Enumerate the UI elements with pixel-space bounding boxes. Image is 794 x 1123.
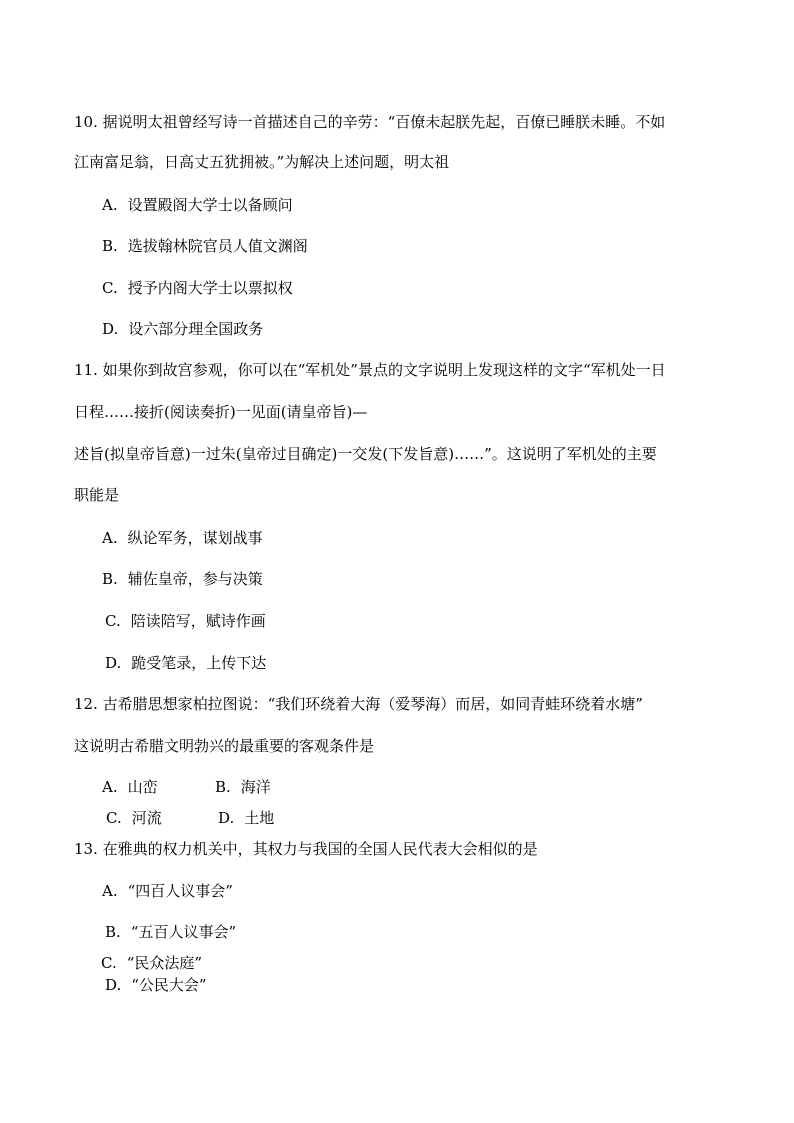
question-12-option-c — [106, 808, 162, 828]
option-text: 授予内阁大学士以票拟权 — [127, 279, 293, 297]
option-letter: B. — [102, 237, 118, 255]
question-13-option-c — [101, 953, 202, 973]
option-letter: B. — [102, 570, 118, 588]
option-letter: D. — [102, 320, 119, 338]
question-10-option-d — [102, 319, 263, 339]
option-letter: A. — [102, 882, 118, 900]
option-text: 设六部分理全国政务 — [128, 320, 264, 338]
option-text: “五百人议事会” — [130, 923, 237, 941]
option-letter: C. — [102, 279, 118, 297]
question-10-stem-line-1: 10. 据说明太祖曾经写诗一首描述自己的辛劳：“百僚未起朕先起，百僚已睡朕未睡。不如 — [74, 113, 666, 131]
option-letter: B. — [105, 923, 121, 941]
question-12-stem-line-2: 这说明古希腊文明勃兴的最重要的客观条件是 — [74, 737, 375, 755]
question-13-option-d — [105, 975, 207, 995]
option-text: 辅佐皇帝，参与决策 — [127, 570, 263, 588]
question-11-stem-line-2: 日程……接折(阅读奏折)一见面(请皇帝旨)— — [74, 403, 368, 421]
question-11-stem-line-4: 职能是 — [74, 486, 120, 504]
option-text: 土地 — [244, 809, 275, 827]
option-letter: C. — [101, 954, 117, 972]
question-10-option-a — [102, 195, 293, 215]
option-text: 海洋 — [240, 778, 271, 796]
question-12-option-b — [215, 777, 271, 797]
question-11-option-b — [102, 569, 263, 589]
option-letter: A. — [102, 529, 118, 547]
option-letter: C. — [105, 612, 121, 630]
option-letter: D. — [218, 809, 235, 827]
question-12-stem-line-1: 12. 古希腊思想家柏拉图说：“我们环绕着大海（爱琴海）而居，如同青蛙环绕着水塘” — [74, 695, 643, 713]
question-10-stem-line-2: 江南富足翁，日高丈五犹拥被。”为解决上述问题，明太祖 — [74, 153, 450, 171]
question-11-option-a — [102, 528, 263, 548]
option-text: 纵论军务，谋划战事 — [127, 529, 263, 547]
question-11-stem-line-3: 述旨(拟皇帝旨意)一过朱(皇帝过目确定)一交发(下发旨意)……”。这说明了军机处的主要 — [74, 445, 657, 463]
option-letter: A. — [102, 196, 118, 214]
option-letter: C. — [106, 809, 122, 827]
question-12-option-d — [218, 808, 274, 828]
question-11-option-c — [105, 611, 266, 631]
option-text: “四百人议事会” — [127, 882, 233, 900]
question-13-stem-line-1: 13. 在雅典的权力机关中，其权力与我国的全国人民代表大会相似的是 — [74, 840, 538, 858]
option-text: 跪受笔录，上传下达 — [131, 654, 267, 672]
question-13-option-b — [105, 922, 236, 942]
question-11-stem-line-1: 11. 如果你到故宫参观，你可以在“军机处”景点的文字说明上发现这样的文字“军机处一日 — [74, 361, 666, 379]
question-13-option-a — [102, 881, 233, 901]
option-letter: A. — [102, 778, 118, 796]
option-text: 山峦 — [127, 778, 158, 796]
option-text: 选拔翰林院官员人值文渊阁 — [127, 237, 308, 255]
question-11-option-d — [105, 653, 266, 673]
option-letter: B. — [215, 778, 231, 796]
option-letter: D. — [105, 654, 122, 672]
question-10-option-c — [102, 278, 293, 298]
option-text: 河流 — [131, 809, 162, 827]
option-text: “公民大会” — [131, 976, 207, 994]
option-text: “民众法庭” — [126, 954, 203, 972]
question-10-option-b — [102, 236, 308, 256]
option-text: 陪读陪写，赋诗作画 — [130, 612, 266, 630]
question-12-option-a — [102, 777, 158, 797]
option-text: 设置殿阁大学士以备顾问 — [127, 196, 293, 214]
option-letter: D. — [105, 976, 122, 994]
